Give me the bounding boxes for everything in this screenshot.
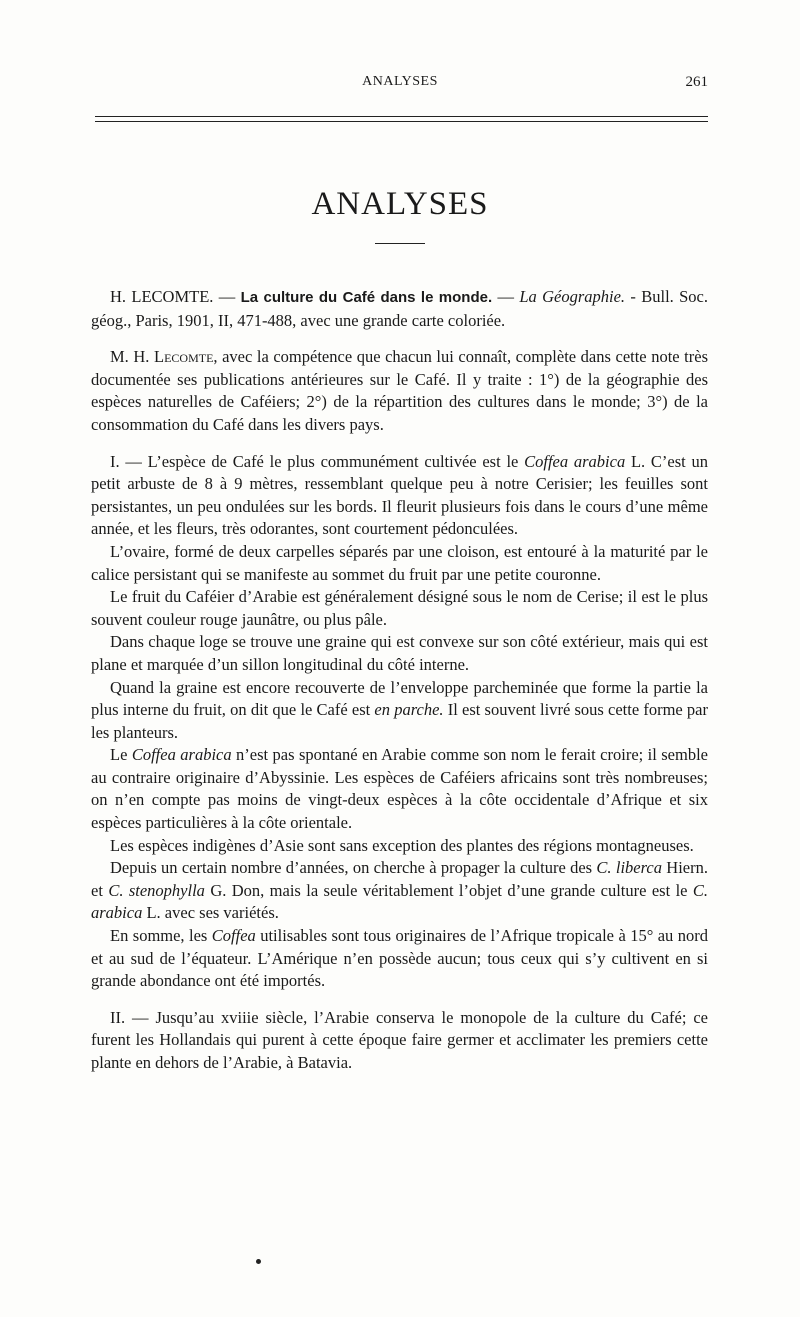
ref-dash-1: —	[213, 287, 241, 306]
intro-author-name: Lecomte	[153, 347, 214, 367]
species-name: C. liberca	[596, 858, 662, 878]
text-run: L. C’est un petit arbuste de 8 à 9 mètres, ressemblant quelque peu à notre Cerisier; les feuilles sont persistantes, un peu ondulées sur les bords. Il fleurit plusieurs fois dans le cours d’une même année, et les fleurs, très odorantes, sont courtement pédonculées.	[91, 451, 709, 539]
header-rule-top	[95, 116, 708, 117]
intro-paragraph	[91, 346, 708, 436]
section1-paragraph-8	[91, 857, 708, 925]
running-title: ANALYSES	[362, 74, 438, 89]
running-head	[0, 74, 800, 94]
species-name: Coffea arabica	[524, 451, 626, 471]
text-run: En somme, les	[110, 926, 212, 946]
bibliographic-reference	[91, 286, 708, 332]
text-run: n’est pas spontané en Arabie comme son nom le ferait croire; il semble au contraire originaire d’Abyssinie. Les espèces de Caféiers africains sont très nombreuses; on n’en compte pas moins de vingt-deux espèces à la côte occidentale d’Afrique et six espèces particulières à la côte orientale.	[91, 745, 708, 833]
text-run: Quand la graine est encore recouverte de l’enveloppe parcheminée que forme la partie la plus interne du fruit, on dit que le Café est	[91, 677, 708, 720]
section1-paragraph-7: Les espèces indigènes d’Asie sont sans exception des plantes des régions montagneuses.	[110, 835, 694, 855]
ref-journal: La Géographie.	[519, 287, 626, 306]
text-run: L. avec ses variétés.	[142, 903, 279, 923]
section2-paragraph-1: II. — Jusqu’au xviiie siècle, l’Arabie conserva le monopole de la culture du Café; ce furent les Hollandais qui purent à cette époque faire germer et acclimater les premiers cette plante en dehors de l’Arabie, à Batavia.	[91, 1007, 708, 1072]
text-run: utilisables sont tous originaires de l’Afrique tropicale à 15° au nord et au sud de l’équateur. L’Amérique n’en possède aucun; tous ceux qui s’y cultivent en si grande abondance ont été importés.	[91, 926, 708, 991]
page-number: 261	[685, 74, 708, 90]
ink-dot	[256, 1259, 261, 1264]
section1-paragraph-9	[91, 925, 708, 993]
text-run: Hiern. et	[91, 858, 708, 900]
section1-paragraph-2: L’ovaire, formé de deux carpelles séparés par une cloison, est entouré à la maturité par le calice persistant qui se manifeste au sommet du fruit par une petite couronne.	[91, 541, 708, 584]
title-divider	[375, 243, 425, 244]
header-rule-bottom	[95, 121, 708, 122]
section1-paragraph-3: Le fruit du Caféier d’Arabie est généralement désigné sous le nom de Cerise; il est le plus souvent couleur rouge jaunâtre, ou plus pâle.	[91, 587, 708, 629]
species-name: C. stenophylla	[108, 880, 205, 900]
intro-lead: M. H.	[110, 347, 154, 367]
section1-paragraph-4: Dans chaque loge se trouve une graine qui est convexe sur son côté extérieur, mais qui est plane et marquée d’un sillon longitudinal du côté interne.	[91, 632, 708, 674]
species-name: C. arabica	[91, 880, 709, 923]
section1-paragraph-6	[91, 744, 708, 834]
italic-term: en parche.	[374, 700, 444, 720]
text-run: Le	[110, 745, 132, 765]
article-body	[91, 286, 708, 1075]
text-run: Il est souvent livré sous cette forme par les planteurs.	[91, 700, 709, 742]
ref-author: H. LECOMTE.	[110, 287, 214, 306]
ref-dash-2: —	[492, 287, 520, 306]
genus-name: Coffea	[211, 926, 256, 946]
ref-details: - Bull. Soc. géog., Paris, 1901, II, 471-488, avec une grande carte coloriée.	[91, 287, 708, 330]
section1-paragraph-5	[91, 677, 708, 745]
text-run: G. Don, mais la seule véritablement l’objet d’une grande culture est le	[204, 880, 693, 900]
text-run: I. — L’espèce de Café le plus communément cultivée est le	[110, 451, 525, 471]
intro-text: , avec la compétence que chacun lui connaît, complète dans cette note très documentée ses publications antérieures sur le Café. Il y traite : 1°) de la géographie des espèces naturelles de Caféiers; 2°) de la répartition des cultures dans le monde; 3°) de la consommation du Café dans les divers pays.	[91, 347, 709, 434]
ref-title: La culture du Café dans le monde.	[240, 289, 493, 306]
section-title: ANALYSES	[311, 186, 489, 222]
section1-paragraph-1	[91, 451, 708, 541]
species-name: Coffea arabica	[131, 745, 232, 765]
text-run: Depuis un certain nombre d’années, on cherche à propager la culture des	[110, 858, 597, 878]
